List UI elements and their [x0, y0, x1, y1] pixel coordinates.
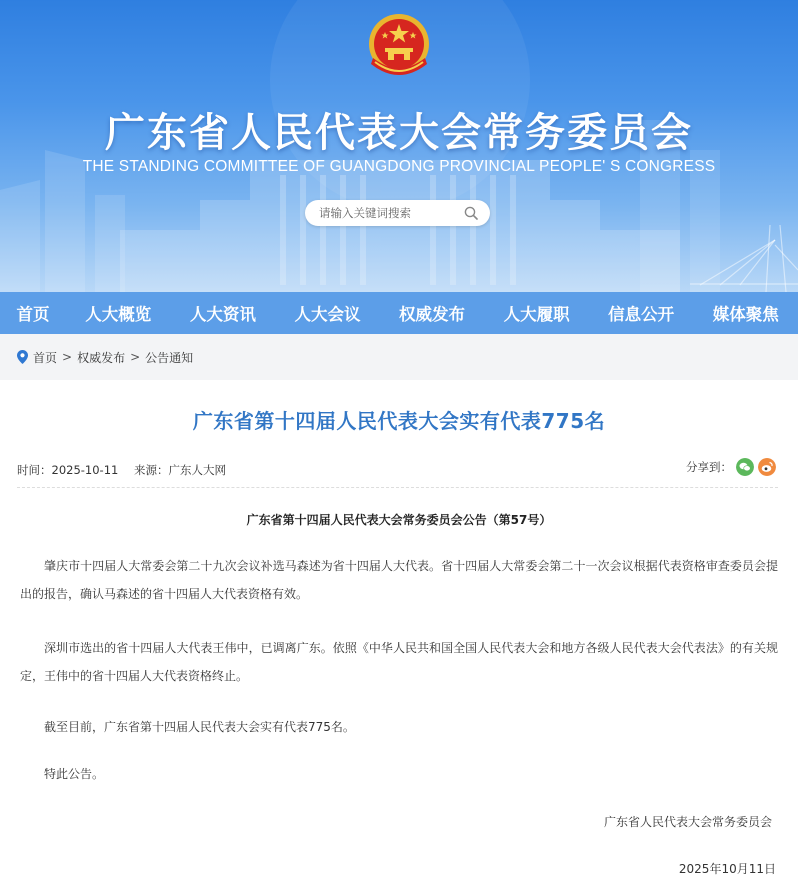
site-subtitle: THE STANDING COMMITTEE OF GUANGDONG PROVINCIAL PEOPLE' S CONGRESS	[82, 158, 716, 175]
article-paragraph: 肇庆市十四届人大常委会第二十九次会议补选马森述为省十四届人大代表。省十四届人大常委会第二十一次会议根据代表资格审查委员会提出的报告，确认马森述的省十四届人大代表资格有效。	[20, 559, 778, 601]
article-paragraph: 深圳市选出的省十四届人大代表王伟中，已调离广东。依照《中华人民共和国全国人民代表大会和地方各级人民代表大会代表法》的有关规定，王伟中的省十四届人大代表资格终止。	[20, 641, 778, 683]
share-label: 分享到：	[686, 460, 732, 474]
nav-item-home[interactable]: 首页	[16, 305, 50, 324]
site-title: 广东省人民代表大会常务委员会	[105, 109, 693, 156]
article-paragraph: 特此公告。	[44, 767, 105, 781]
header-banner	[0, 0, 798, 292]
announcement-heading: 广东省第十四届人民代表大会常务委员会公告（第57号）	[246, 513, 552, 527]
search-input[interactable]	[317, 203, 457, 223]
issuer-signature: 广东省人民代表大会常务委员会	[603, 815, 772, 829]
issue-date: 2025年10月11日	[678, 862, 776, 876]
article-title: 广东省第十四届人民代表大会实有代表775名	[192, 409, 606, 433]
wechat-icon[interactable]	[736, 458, 754, 476]
nav-item-duties[interactable]: 人大履职	[503, 305, 570, 324]
search-box	[305, 200, 490, 226]
article-meta	[17, 462, 238, 478]
nav-item-overview[interactable]: 人大概览	[85, 305, 152, 324]
article-paragraph: 截至目前，广东省第十四届人民代表大会实有代表775名。	[44, 720, 355, 734]
breadcrumb-releases[interactable]: 权威发布	[77, 350, 126, 365]
share-bar	[686, 458, 776, 476]
breadcrumb-notices[interactable]: 公告通知	[145, 350, 194, 365]
national-emblem	[365, 12, 433, 84]
search-icon[interactable]	[464, 206, 478, 220]
weibo-icon[interactable]	[758, 458, 776, 476]
nav-item-media[interactable]: 媒体聚焦	[712, 305, 779, 324]
nav-item-meetings[interactable]: 人大会议	[294, 305, 361, 324]
breadcrumb	[0, 334, 798, 380]
location-pin-icon	[17, 350, 28, 364]
breadcrumb-separator: >	[130, 350, 141, 364]
breadcrumb-separator: >	[62, 350, 73, 364]
publish-time: 时间：2025-10-11	[17, 463, 119, 477]
breadcrumb-home[interactable]: 首页	[33, 350, 58, 365]
nav-item-disclosure[interactable]: 信息公开	[608, 305, 675, 324]
nav-item-news[interactable]: 人大资讯	[189, 305, 256, 324]
main-nav	[0, 292, 798, 334]
nav-item-releases[interactable]: 权威发布	[399, 305, 466, 324]
article-source: 来源：广东人大网	[134, 463, 226, 477]
meta-divider	[17, 487, 778, 488]
